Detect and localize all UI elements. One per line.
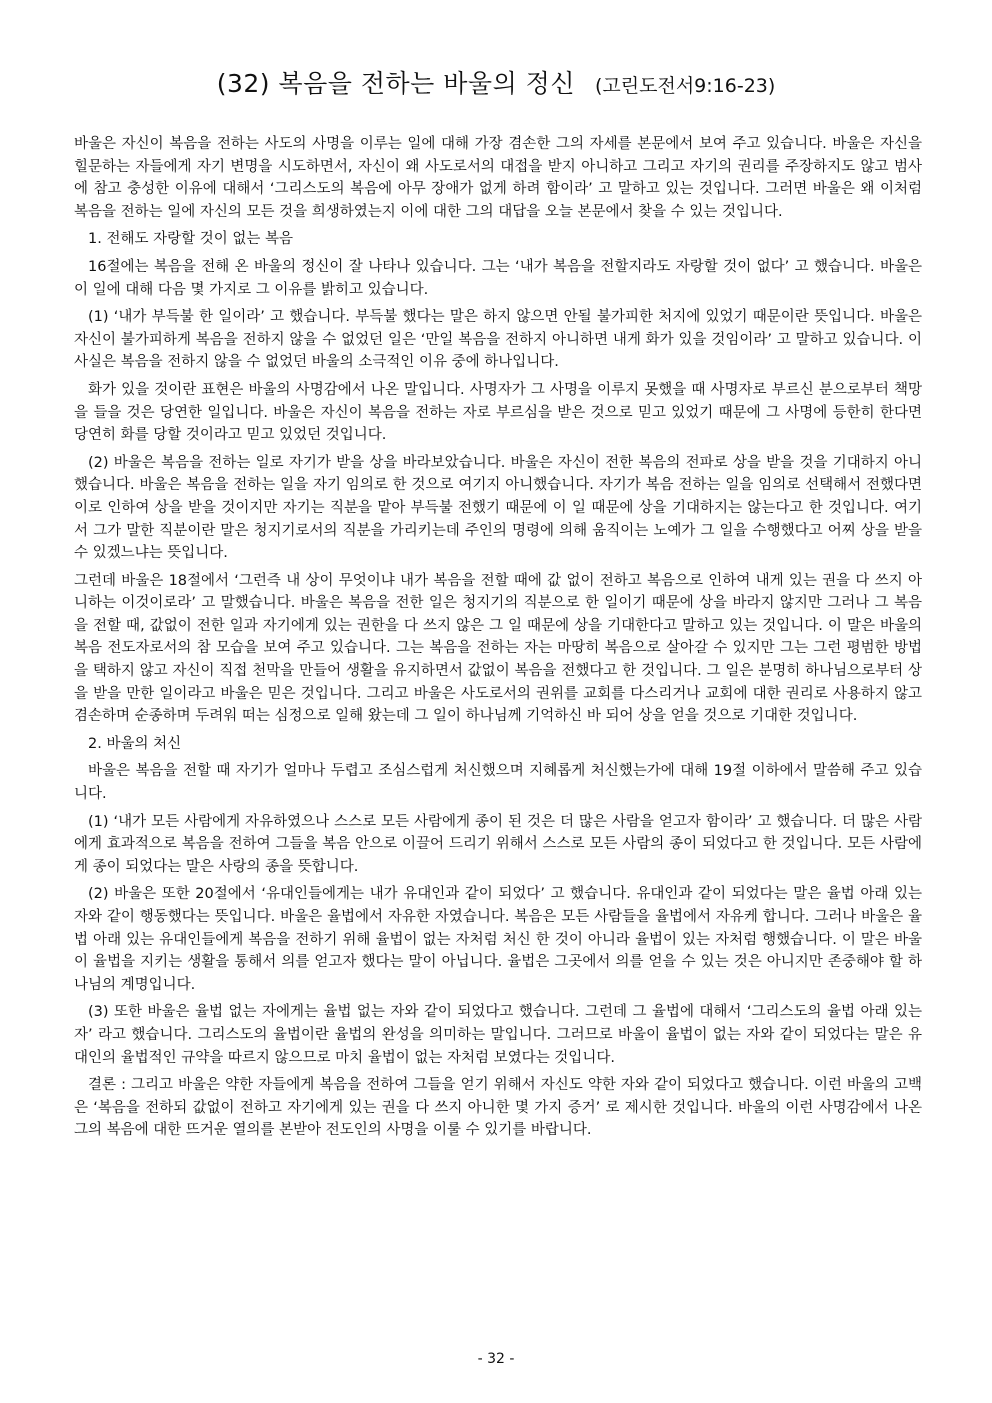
section-heading-2: 2. 바울의 처신 <box>88 735 182 752</box>
page-title <box>0 64 992 100</box>
body-paragraph: (1) ‘내가 부득불 한 일이라’ 고 했습니다. 부득불 했다는 말은 하지 않으면 안될 불가피한 처지에 있었기 때문이란 뜻입니다. 바울은 자신이 불가피하게 복음을 전하지 않을 수 없었던 일은 ‘만일 복음을 전하지 아니하면 내게 화가 있을 것임이라’ 고 말하고 있습니다. 이 사실은 복음을 전하지 않을 수 없었던 바울의 소극적인 이유 중에 하나입니다. <box>74 309 922 371</box>
conclusion-paragraph: 결론 : 그리고 바울은 약한 자들에게 복음을 전하여 그들을 얻기 위해서 자신도 약한 자와 같이 되었다고 했습니다. 이런 바울의 고백은 ‘복음을 전하되 값없이 전하고 자기에게 있는 권을 다 쓰지 아니한 몇 가지 증거’ 로 제시한 것입니다. 바울의 이런 사명감에서 나온 그의 복음에 대한 뜨거운 열의를 본받아 전도인의 사명을 이룰 수 있기를 바랍니다. <box>74 1077 922 1139</box>
page-number: - 32 - <box>477 1351 515 1367</box>
body-paragraph: (1) ‘내가 모든 사람에게 자유하였으나 스스로 모든 사람에게 종이 된 것은 더 많은 사람을 얻고자 함이라’ 고 했습니다. 더 많은 사람에게 효과적으로 복음을 전하여 그들을 복음 안으로 이끌어 드리기 위해서 스스로 모든 사람의 종이 되었다고 한 것입니다. 모든 사람에게 종이 되었다는 말은 사랑의 종을 뜻합니다. <box>74 813 922 875</box>
sermon-body <box>74 133 922 1147</box>
section-heading-1: 1. 전해도 자랑할 것이 없는 복음 <box>88 231 293 248</box>
body-paragraph: (2) 바울은 복음을 전하는 일로 자기가 받을 상을 바라보았습니다. 바울은 자신이 전한 복음의 전파로 상을 받을 것을 기대하지 아니했습니다. 바울은 복음을 전하는 일을 자기 임의로 한 것으로 여기지 아니했습니다. 자기가 복음 전하는 일을 임의로 선택해서 전했다면 이로 인하여 상을 받을 것이지만 자기는 직분을 맡아 부득불 전했기 때문에 이 일 때문에 상을 기대하지는 않는다고 한 것입니다. 여기서 그가 말한 직분이란 말은 청지기로서의 직분을 가리키는데 주인의 명령에 의해 움직이는 노예가 그 일을 수행했다고 어찌 상을 받을 수 있겠느냐는 뜻입니다. <box>74 454 922 562</box>
body-paragraph: (2) 바울은 또한 20절에서 ‘유대인들에게는 내가 유대인과 같이 되었다’ 고 했습니다. 유대인과 같이 되었다는 말은 율법 아래 있는 자와 같이 행동했다는 뜻입니다. 바울은 율법에서 자유한 자였습니다. 복음은 모든 사람들을 율법에서 자유케 합니다. 그러나 바울은 율법 아래 있는 유대인들에게 복음을 전하기 위해 율법이 없는 자처럼 처신 한 것이 아니라 율법이 있는 자처럼 행했습니다. 이 말은 바울이 율법을 지키는 생활을 통해서 의를 얻고자 했다는 말이 아닙니다. 율법은 그곳에서 의를 얻을 수 있는 것은 아니지만 존중해야 할 하나님의 계명입니다. <box>74 886 922 993</box>
scripture-reference: (고린도전서9:16-23) <box>594 75 776 97</box>
body-paragraph: 그런데 바울은 18절에서 ‘그런즉 내 상이 무엇이냐 내가 복음을 전할 때에 값 없이 전하고 복음으로 인하여 내게 있는 권을 다 쓰지 아니하는 이것이로라’ 고 말했습니다. 바울은 복음을 전한 일은 청지기의 직분으로 한 일이기 때문에 상을 바라지 않지만 그러나 그 복음을 전할 때, 값없이 전한 일과 자기에게 있는 권한을 다 쓰지 않은 그 일 때문에 상을 기대한다고 말하고 있는 것입니다. 이 말은 바울의 복음 전도자로서의 참 모습을 보여 주고 있습니다. 그는 복음을 전하는 자는 마땅히 복음으로 살아갈 수 있지만 그는 그런 평범한 방법을 택하지 않고 자신이 직접 천막을 만들어 생활을 유지하면서 값없이 복음을 전했다고 한 것입니다. 그 일은 분명히 하나님으로부터 상을 받을 만한 일이라고 바울은 믿은 것입니다. 그리고 바울은 사도로서의 권위를 교회를 다스리거나 교회에 대한 권리로 사용하지 않고 겸손하며 순종하며 두려워 떠는 심정으로 일해 왔는데 그 일이 하나님께 기억하신 바 되어 상을 얻을 것으로 기대한 것입니다. <box>74 572 922 725</box>
intro-paragraph: 바울은 자신이 복음을 전하는 사도의 사명을 이루는 일에 대해 가장 겸손한 그의 자세를 본문에서 보여 주고 있습니다. 바울은 자신을 힐문하는 자들에게 자기 변명을 시도하면서, 자신이 왜 사도로서의 대접을 받지 아니하고 그리고 자기의 권리를 주장하지도 않고 범사에 참고 충성한 이유에 대해서 ‘그리스도의 복음에 아무 장애가 없게 하려 함이라’ 고 말하고 있는 것입니다. 그러면 바울은 왜 이처럼 복음을 전하는 일에 자신의 모든 것을 희생하였는지 이에 대한 그의 대답을 오늘 본문에서 찾을 수 있는 것입니다. <box>74 136 922 220</box>
body-paragraph: 바울은 복음을 전할 때 자기가 얼마나 두렵고 조심스럽게 처신했으며 지혜롭게 처신했는가에 대해 19절 이하에서 말씀해 주고 있습니다. <box>74 763 922 803</box>
body-paragraph: (3) 또한 바울은 율법 없는 자에게는 율법 없는 자와 같이 되었다고 했습니다. 그런데 그 율법에 대해서 ‘그리스도의 율법 아래 있는 자’ 라고 했습니다. 그리스도의 율법이란 율법의 완성을 의미하는 말입니다. 그러므로 바울이 율법이 없는 자와 같이 되었다는 말은 유대인의 율법적인 규약을 따르지 않으므로 마치 율법이 없는 자처럼 보였다는 것입니다. <box>74 1004 922 1066</box>
body-paragraph: 화가 있을 것이란 표현은 바울의 사명감에서 나온 말입니다. 사명자가 그 사명을 이루지 못했을 때 사명자로 부르신 분으로부터 책망을 들을 것은 당연한 일입니다. 바울은 자신이 복음을 전하는 자로 부르심을 받은 것으로 믿고 있었기 때문에 그 사명에 등한히 한다면 당연히 화를 당할 것이라고 믿고 있었던 것입니다. <box>74 381 922 444</box>
sermon-title: (32) 복음을 전하는 바울의 정신 <box>216 69 575 98</box>
body-paragraph: 16절에는 복음을 전해 온 바울의 정신이 잘 나타나 있습니다. 그는 ‘내가 복음을 전할지라도 자랑할 것이 없다’ 고 했습니다. 바울은 이 일에 대해 다음 몇 가지로 그 이유를 밝히고 있습니다. <box>74 258 922 298</box>
